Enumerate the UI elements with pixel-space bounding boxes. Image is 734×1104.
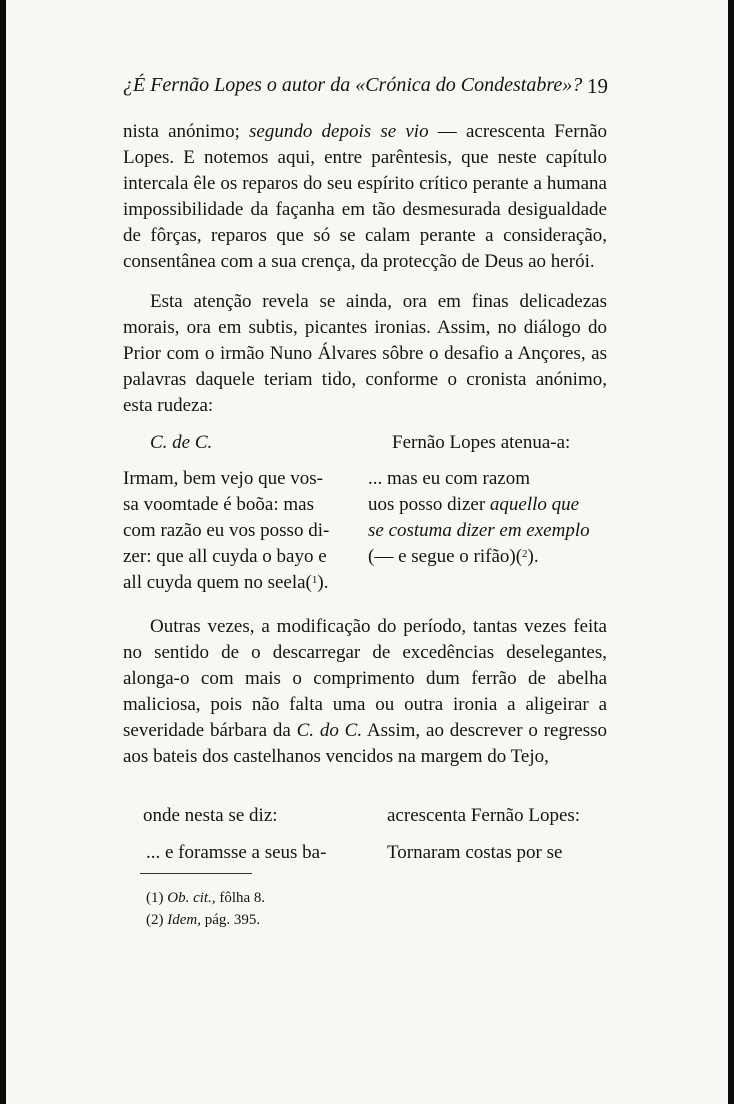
right-line — [368, 518, 596, 544]
left-line: com razão eu vos posso di- — [123, 520, 330, 541]
right-line — [368, 492, 596, 518]
running-header — [123, 74, 608, 97]
right-line — [368, 466, 596, 492]
footnote-work: Ob. cit., — [167, 890, 216, 906]
footnote-ref-text: pág. 395. — [201, 912, 261, 928]
comparison2-left-line: ... e foramsse a seus ba- — [146, 842, 327, 863]
paragraph-1-italic: segundo depois se vio — [249, 121, 429, 142]
comparison2-heading-right: acrescenta Fernão Lopes: — [387, 805, 581, 826]
comparison2-right-line: Tornaram costas por se — [387, 842, 563, 863]
right-line-italic: se costuma dizer em exemplo — [368, 520, 590, 541]
paragraph-3-italic: C. do C. — [296, 720, 363, 741]
left-line: all cuyda quem no seela($^1$). — [123, 572, 329, 593]
paragraph-1 — [123, 119, 607, 275]
footnote-marker: (2) — [146, 912, 164, 928]
right-line-italic: aquello que — [489, 494, 580, 515]
right-line: (— e segue o rifão)($^2$). — [368, 546, 539, 567]
left-line: sa voomtade é boõa: mas — [123, 494, 315, 515]
comparison-left-text — [123, 466, 353, 596]
comparison-heading-left: C. de C. — [150, 432, 213, 453]
right-line-text: ... mas eu com razom — [368, 468, 530, 489]
footnote-ref: 2 — [522, 548, 528, 560]
right-line-text: uos posso dizer — [368, 494, 490, 515]
left-line-text: all cuyda quem no seela — [123, 572, 306, 593]
paragraph-3-part: Outras vezes, a modificação do período, tantas vezes feita no sentido de o descarregar de excedências deselegantes, alonga-o com mais o comprimento dum ferrão de abelha maliciosa, pois não falta uma ou outra ironia a aligeirar a severidade bárbara da — [123, 616, 607, 741]
comparison2-heading-left: onde nesta se diz: — [143, 805, 278, 826]
left-line: Irmam, bem vejo que vos- — [123, 468, 323, 489]
right-line-text: (— e segue o rifão) — [368, 546, 516, 567]
footnote-ref-text: fôlha 8. — [215, 890, 266, 906]
footnote-1 — [146, 888, 265, 908]
comparison-right-text — [368, 466, 596, 570]
paragraph-3 — [123, 614, 607, 770]
footnote-marker: (1) — [146, 890, 164, 906]
paragraph-3-part: Assim, ao descrever o regresso aos bateis dos castelhanos vencidos na margem do Tejo, — [123, 720, 607, 767]
paragraph-1-part: nista anónimo; — [123, 121, 250, 142]
left-line: zer: que all cuyda o bayo e — [123, 546, 327, 567]
paragraph-1-part: — acrescenta Fernão Lopes. E notemos aqui, entre parêntesis, que neste capítulo intercala êle os reparos do seu espírito crítico perante a humana impossibilidade da façanha em tão desmesurada desigualdade de fôrças, reparos que só se calam perante a consideração, consentânea com a sua crença, da protecção de Deus ao herói. — [123, 121, 607, 272]
footnote-work: Idem, — [167, 912, 201, 928]
running-title: ¿É Fernão Lopes o autor da «Crónica do Condestabre»? — [123, 74, 583, 96]
page-number: 19 — [587, 74, 608, 98]
paragraph-2: Esta atenção revela se ainda, ora em finas delicadezas morais, ora em subtis, picantes ironias. Assim, no diálogo do Prior com o irmão Nuno Álvares sôbre o desafio a Ançores, as palavras daquele teriam tido, conforme o cronista anónimo, esta rudeza: — [123, 291, 607, 416]
footnote-rule — [140, 873, 252, 874]
comparison-heading-right: Fernão Lopes atenua-a: — [392, 432, 571, 453]
book-page — [6, 0, 728, 1104]
footnote-ref: 1 — [311, 574, 318, 586]
footnote-2 — [146, 910, 260, 930]
